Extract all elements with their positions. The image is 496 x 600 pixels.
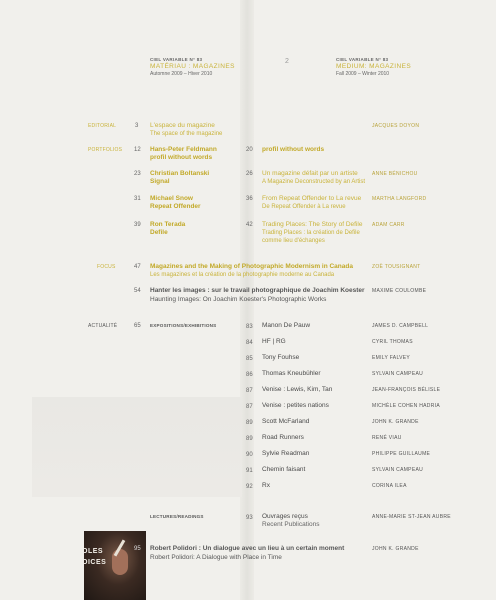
exhibition-title[interactable]: Venise : Lewis, Kim, Tan xyxy=(262,386,333,393)
exhibition-page: 90 xyxy=(246,452,253,458)
exhibition-page: 85 xyxy=(246,356,253,362)
exhibition-author: EMILY FALVEY xyxy=(372,355,411,361)
exhibition-page: 89 xyxy=(246,420,253,426)
exhibition-page: 89 xyxy=(246,436,253,442)
focus-author: MAXIME COULOMBE xyxy=(372,288,427,294)
exhibition-author: RENÉ VIAU xyxy=(372,435,402,441)
portfolio-work: Defile xyxy=(150,229,168,236)
focus-title[interactable]: Magazines and the Making of Photographic Modernism in Canada xyxy=(150,263,353,270)
header-left-label: CIEL VARIABLE N° 83 xyxy=(150,57,203,62)
exhibition-page: 91 xyxy=(246,468,253,474)
header-right-dates: Fall 2009 – Winter 2010 xyxy=(336,71,390,77)
essay-title[interactable]: From Repeat Offender to La revue xyxy=(262,195,362,202)
editorial-page: 3 xyxy=(135,123,139,129)
actualite-page: 65 xyxy=(134,323,141,329)
essay-page: 36 xyxy=(246,196,253,202)
focus-page: 54 xyxy=(134,288,141,294)
exhibition-author: JAMES D. CAMPBELL xyxy=(372,323,429,329)
section-label-editorial: EDITORIAL xyxy=(88,123,117,129)
exhibition-page: 83 xyxy=(246,324,253,330)
section-label-focus: FOCUS xyxy=(97,264,116,270)
header-right-label: CIEL VARIABLE N° 83 xyxy=(336,57,389,62)
exhibition-author: CORINA ILEA xyxy=(372,483,407,489)
readings-subtitle: Recent Publications xyxy=(262,521,320,528)
portfolio-work: Signal xyxy=(150,178,170,185)
focus-title[interactable]: Hanter les images : sur le travail photographique de Joachim Koester xyxy=(150,287,365,294)
readings-title[interactable]: Ouvrages reçus xyxy=(262,513,308,520)
editorial-author: JACQUES DOYON xyxy=(372,123,420,129)
essay-title[interactable]: Un magazine défait par un artiste xyxy=(262,170,358,177)
portfolio-page: 31 xyxy=(134,196,141,202)
focus-page: 47 xyxy=(134,264,141,270)
section-label-exhibitions: EXPOSITIONS/EXHIBITIONS xyxy=(150,323,217,328)
portfolio-work: profil without words xyxy=(150,154,213,161)
exhibition-page: 92 xyxy=(246,484,253,490)
exhibition-author: SYLVAIN CAMPEAU xyxy=(372,371,423,377)
portfolio-artist[interactable]: Ron Terada xyxy=(150,221,186,228)
essay-page: 26 xyxy=(246,171,253,177)
readings-author: ANNE-MARIE ST-JEAN AUBRE xyxy=(372,514,451,520)
section-label-portfolios: PORTFOLIOS xyxy=(88,147,123,153)
last-page: 95 xyxy=(134,546,141,552)
portfolio-page: 12 xyxy=(134,147,141,153)
exhibition-author: MICHÈLE COHEN HADRIA xyxy=(372,403,440,409)
section-label-actualite: ACTUALITÉ xyxy=(88,323,118,329)
essay-subtitle: De Repeat Offender à La revue xyxy=(262,204,346,210)
exhibition-title[interactable]: Road Runners xyxy=(262,434,304,441)
essay-author: MARTHA LANGFORD xyxy=(372,196,427,202)
editorial-subtitle: The space of the magazine xyxy=(150,131,223,137)
exhibition-author: JEAN-FRANÇOIS BÉLISLE xyxy=(372,387,441,393)
readings-page: 93 xyxy=(246,515,253,521)
essay-author: ANNE BÉNICHOU xyxy=(372,171,418,177)
essay-page: 20 xyxy=(246,147,253,153)
essay-author: ADAM CARR xyxy=(372,222,405,228)
thumbnail-overlay-line1: OLES xyxy=(82,548,104,555)
portfolio-artist[interactable]: Christian Boltanski xyxy=(150,170,210,177)
portfolio-page: 39 xyxy=(134,222,141,228)
portfolio-work: Repeat Offender xyxy=(150,203,201,210)
exhibition-page: 87 xyxy=(246,404,253,410)
exhibition-page: 87 xyxy=(246,388,253,394)
exhibition-title[interactable]: Manon De Pauw xyxy=(262,322,311,329)
essay-title[interactable]: Trading Places: The Story of Defile xyxy=(262,221,363,228)
header-left-dates: Automne 2009 – Hiver 2010 xyxy=(150,71,213,77)
last-title[interactable]: Robert Polidori : Un dialogue avec un lieu à un certain moment xyxy=(150,545,345,552)
exhibition-title[interactable]: Venise : petites nations xyxy=(262,402,329,409)
essay-subtitle: Trading Places : la création de Defile xyxy=(262,230,360,236)
exhibition-title[interactable]: Scott McFarland xyxy=(262,418,310,425)
portfolio-page: 23 xyxy=(134,171,141,177)
editorial-title[interactable]: L'espace du magazine xyxy=(150,122,215,129)
exhibition-author: JOHN K. GRANDE xyxy=(372,419,419,425)
thumbnail-overlay-text xyxy=(82,546,106,568)
focus-subtitle: Haunting Images: On Joachim Koester's Photographic Works xyxy=(150,296,327,303)
focus-subtitle: Les magazines et la création de la photographie moderne au Canada xyxy=(150,272,335,278)
exhibition-title[interactable]: Chemin faisant xyxy=(262,466,306,473)
portfolio-artist[interactable]: Michael Snow xyxy=(150,195,193,202)
last-author: JOHN K. GRANDE xyxy=(372,546,419,552)
exhibition-title[interactable]: Sylvie Readman xyxy=(262,450,310,457)
exhibition-title[interactable]: Thomas Kneubühler xyxy=(262,370,321,377)
essay-subtitle-line2: comme lieu d'échanges xyxy=(262,238,325,244)
portfolio-artist[interactable]: Hans-Peter Feldmann xyxy=(150,146,217,153)
essay-title[interactable]: profil without words xyxy=(262,146,325,153)
header-left-title: MATÉRIAU : MAGAZINES xyxy=(150,63,235,70)
page-number: 2 xyxy=(285,58,289,65)
exhibition-author: CYRIL THOMAS xyxy=(372,339,413,345)
exhibition-author: PHILIPPE GUILLAUME xyxy=(372,451,431,457)
thumbnail-overlay-line2: OICES xyxy=(82,559,107,566)
exhibition-title[interactable]: HF | RG xyxy=(262,338,286,345)
last-subtitle: Robert Polidori: A Dialogue with Place in Time xyxy=(150,554,282,561)
exhibition-author: SYLVAIN CAMPEAU xyxy=(372,467,423,473)
section-label-readings: LECTURES/READINGS xyxy=(150,514,204,519)
exhibition-page: 86 xyxy=(246,372,253,378)
faded-photo-background xyxy=(32,397,242,497)
header-right-title: MEDIUM: MAGAZINES xyxy=(336,63,412,70)
exhibition-page: 84 xyxy=(246,340,253,346)
focus-author: ZOË TOUSIGNANT xyxy=(372,264,421,270)
exhibition-title[interactable]: Tony Fouhse xyxy=(262,354,300,361)
essay-subtitle: A Magazine Deconstructed by an Artist xyxy=(262,179,366,185)
essay-page: 42 xyxy=(246,222,253,228)
exhibition-title[interactable]: Rx xyxy=(262,482,270,489)
